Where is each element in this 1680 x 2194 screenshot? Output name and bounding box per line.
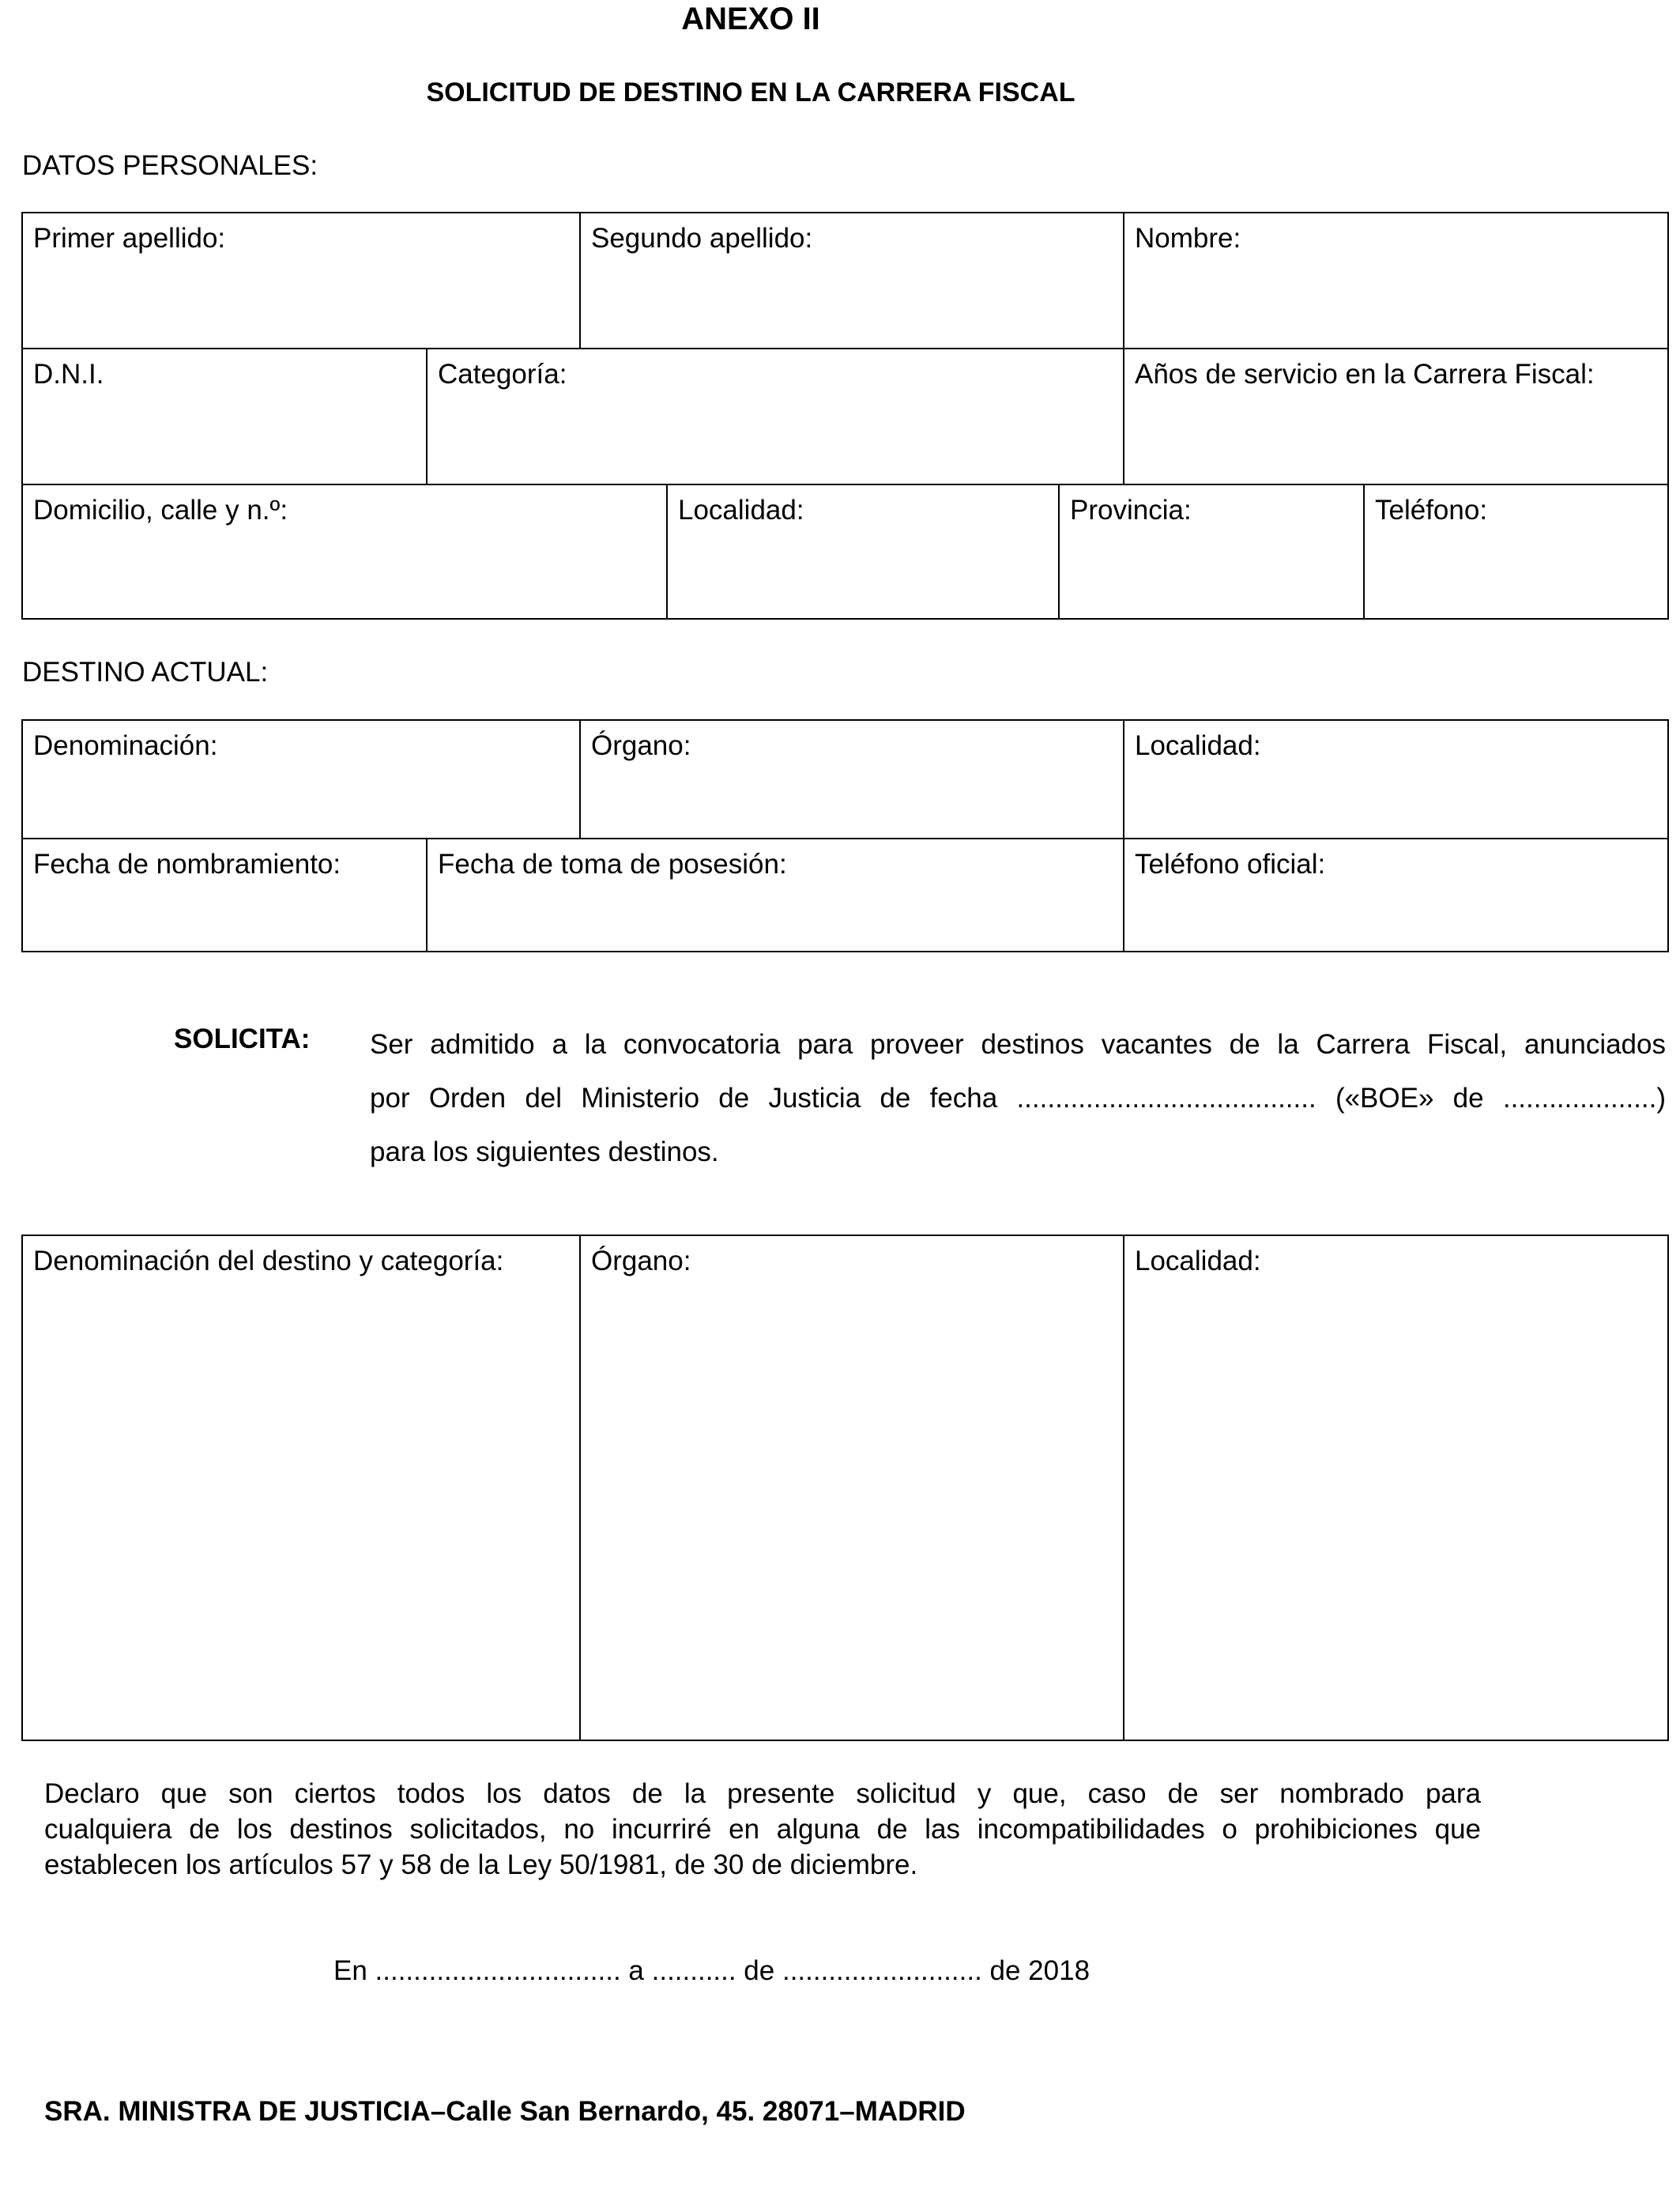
declaration-paragraph — [44, 1776, 1481, 1883]
field-telefono-oficial[interactable]: Teléfono oficial: — [1135, 849, 1326, 880]
field-categoria[interactable]: Categoría: — [438, 359, 567, 390]
field-organo[interactable]: Órgano: — [591, 730, 691, 761]
request-text — [370, 1018, 1666, 1179]
declaration-line-2: cualquiera de los destinos solicitados, no incurriré en alguna de las incompatibilidades o prohibiciones que — [44, 1814, 1481, 1845]
field-destino-categoria[interactable]: Denominación del destino y categoría: — [33, 1246, 504, 1276]
field-destino-organo[interactable]: Órgano: — [591, 1246, 691, 1276]
declaration-line-1: Declaro que son ciertos todos los datos de la presente solicitud y que, caso de ser nombrado para — [44, 1778, 1481, 1809]
current-destination-section-label: DESTINO ACTUAL: — [22, 657, 269, 688]
request-line-2: por Orden del Ministerio de Justicia de fecha ....................................... («BOE» de ....................) — [370, 1083, 1666, 1114]
field-nombre[interactable]: Nombre: — [1135, 223, 1241, 254]
field-destino-localidad[interactable]: Localidad: — [1135, 1246, 1261, 1276]
field-telefono[interactable]: Teléfono: — [1375, 495, 1488, 526]
field-primer-apellido[interactable]: Primer apellido: — [33, 223, 226, 254]
recipient-address: SRA. MINISTRA DE JUSTICIA–Calle San Bernardo, 45. 28071–MADRID — [44, 2096, 966, 2127]
request-line-3: para los siguientes destinos. — [370, 1137, 719, 1167]
field-localidad-actual[interactable]: Localidad: — [1135, 730, 1261, 761]
declaration-line-3: establecen los artículos 57 y 58 de la Ley 50/1981, de 30 de diciembre. — [44, 1849, 918, 1880]
field-dni[interactable]: D.N.I. — [33, 359, 104, 390]
field-denominacion[interactable]: Denominación: — [33, 730, 218, 761]
personal-data-table — [21, 212, 1669, 620]
field-domicilio[interactable]: Domicilio, calle y n.º: — [33, 495, 288, 526]
document-subtitle: SOLICITUD DE DESTINO EN LA CARRERA FISCAL — [426, 77, 1075, 107]
document-title: ANEXO II — [681, 2, 820, 36]
current-destination-table — [21, 719, 1669, 952]
date-place-line[interactable]: En ................................ a ........... de .......................... de 2018 — [333, 1955, 1090, 1986]
personal-data-section-label: DATOS PERSONALES: — [22, 150, 318, 181]
field-anos-servicio[interactable]: Años de servicio en la Carrera Fiscal: — [1135, 359, 1595, 390]
field-segundo-apellido[interactable]: Segundo apellido: — [591, 223, 813, 254]
request-label: SOLICITA: — [174, 1023, 311, 1054]
field-localidad[interactable]: Localidad: — [678, 495, 804, 526]
field-provincia[interactable]: Provincia: — [1070, 495, 1192, 526]
requested-destinations-table — [21, 1235, 1669, 1741]
request-line-1: Ser admitido a la convocatoria para proveer destinos vacantes de la Carrera Fiscal, anunciados — [370, 1029, 1666, 1060]
field-fecha-nombramiento[interactable]: Fecha de nombramiento: — [33, 849, 341, 880]
field-fecha-posesion[interactable]: Fecha de toma de posesión: — [438, 849, 787, 880]
